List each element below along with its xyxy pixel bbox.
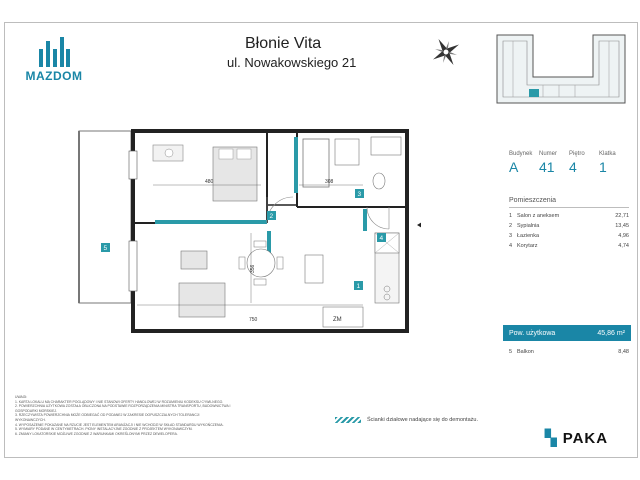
brand-name: MAZDOM bbox=[25, 69, 83, 83]
room-number-2: 2 bbox=[269, 213, 274, 220]
dim-480: 480 bbox=[205, 179, 214, 185]
demountable-wall bbox=[155, 220, 267, 224]
room-row: 1 Salon z aneksem 22,71 bbox=[509, 213, 629, 219]
label-floor: Piętro bbox=[569, 151, 585, 157]
room-row: 3 Łazienka 4,96 bbox=[509, 233, 629, 239]
label-number: Numer bbox=[539, 151, 558, 157]
key-plan bbox=[493, 31, 629, 107]
paka-mark-icon: ▚ bbox=[545, 430, 563, 447]
room-number-5: 5 bbox=[103, 245, 108, 252]
notes-block: UWAGI: 1. KARTA LOKALU MA CHARAKTER POGLĄDOWY I NIE STANOWI OFERTY HANDLOWEJ W ROZUMIENIU KODEKSU CYWILNEGO. 2. POWIERZCHNIA UŻYTKOWA ZOSTAŁA OBLICZONA NA PODSTAWIE ROZPORZĄDZENIA MINISTRA TRANSPORTU, BUDOWNICTWA I GOSPODARKI MORSKIEJ. 3. RZECZYWISTA POWIERZCHNIA MOŻE ODBIEGAĆ OD PODANEJ W ZAKRESIE DOPUSZCZALNYCH TOLERANCJI WYKONAWCZYCH. 4. WYPOSAŻENIE POKAZANE NA RZUCIE JEST ELEMENTEM ARANŻACJI I NIE WCHODZI W SKŁAD STANDARDU WYKOŃCZENIA. 5. WYMIARY PODANE W CENTYMETRACH. PIONY INSTALACYJNE ZGODNIE Z PROJEKTEM WYKONAWCZYM. 6. ZMIANY LOKATORSKIE MOŻLIWE ZGODNIE Z WARUNKAMI OKREŚLONYMI PRZEZ DEWELOPERA. bbox=[15, 395, 231, 436]
project-address: ul. Nowakowskiego 21 bbox=[227, 55, 357, 70]
value-floor: 4 bbox=[569, 159, 577, 175]
usable-area-label: Pow. użytkowa bbox=[509, 329, 556, 337]
value-staircase: 1 bbox=[599, 159, 607, 175]
floor-plan-sheet bbox=[4, 22, 638, 458]
dim-308: 308 bbox=[325, 179, 334, 185]
room-number-1: 1 bbox=[356, 283, 361, 290]
unit-info bbox=[509, 151, 629, 175]
paka-brand-text: PAKA bbox=[562, 430, 609, 447]
balcony-row: 5 Balkon 8,48 bbox=[509, 349, 629, 355]
room-number-3: 3 bbox=[357, 191, 362, 198]
divider bbox=[509, 207, 629, 208]
usable-area-bar bbox=[503, 325, 631, 341]
room-row: 2 Sypialnia 13,45 bbox=[509, 223, 629, 229]
mazdom-logo bbox=[13, 35, 95, 83]
value-number: 41 bbox=[539, 159, 555, 175]
dim-750: 750 bbox=[249, 317, 258, 323]
balcony-area bbox=[79, 131, 131, 303]
label-staircase: Klatka bbox=[599, 151, 616, 157]
label-building: Budynek bbox=[509, 151, 533, 157]
room-row: 4 Korytarz 4,74 bbox=[509, 243, 629, 249]
compass-icon bbox=[429, 35, 463, 69]
paka-logo bbox=[545, 429, 608, 447]
apartment-floor-plan bbox=[71, 123, 421, 353]
usable-area-value: 45,86 m² bbox=[597, 329, 625, 337]
zm-label: ZM bbox=[333, 317, 342, 323]
value-building: A bbox=[509, 159, 519, 175]
legend-text: Ścianki działowe nadające się do demontażu. bbox=[367, 417, 478, 423]
rooms-title: Pomieszczenia bbox=[509, 197, 557, 204]
room-number-4: 4 bbox=[379, 235, 384, 242]
project-title: Błonie Vita bbox=[245, 35, 322, 52]
logo-mark-icon bbox=[13, 35, 95, 69]
demountable-wall-legend-icon bbox=[335, 417, 361, 423]
entrance-arrow-icon bbox=[417, 219, 421, 231]
dim-356: 356 bbox=[250, 264, 256, 273]
